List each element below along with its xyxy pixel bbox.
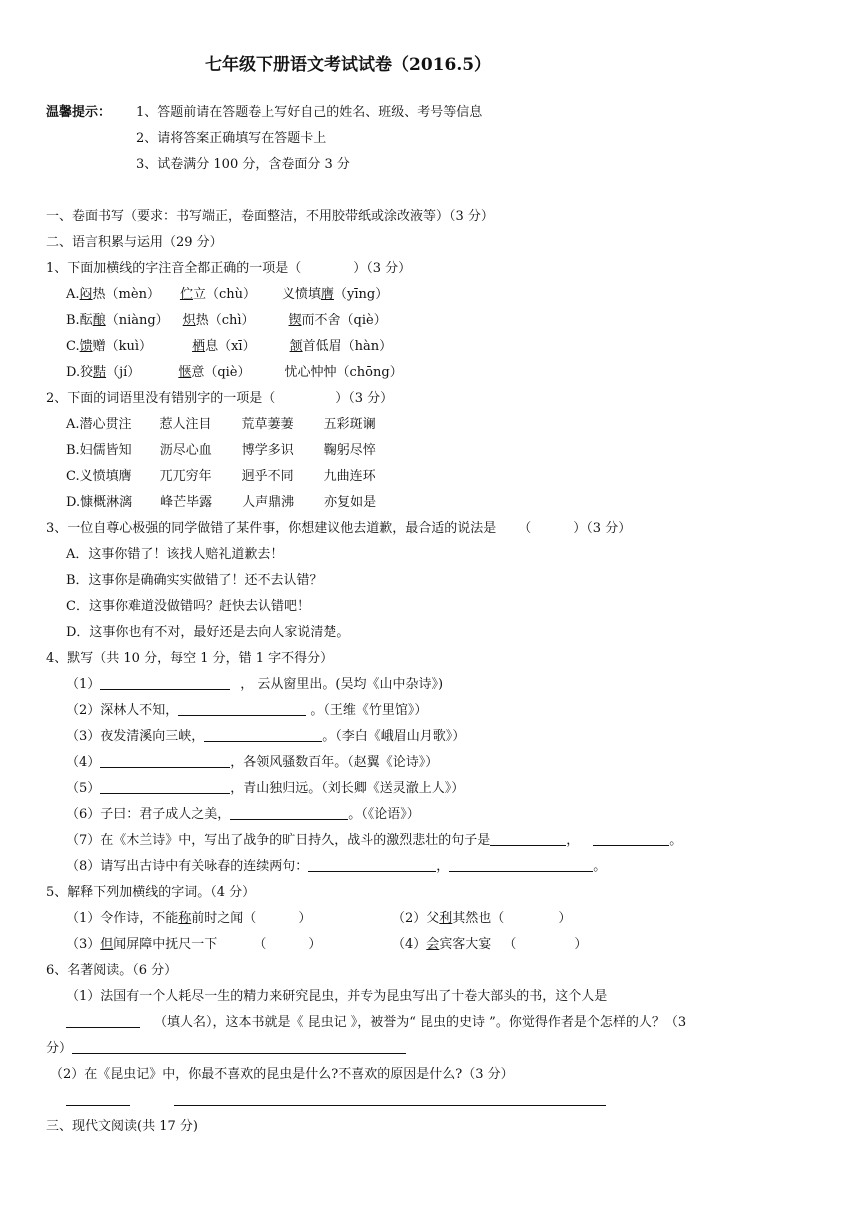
q4-line-3: （3）夜发清溪向三峡， 。（李白《峨眉山月歌》） (66, 729, 466, 744)
q5-item-1: （1）令作诗，不能称前时之闻（ ） (66, 911, 312, 926)
q4-line-5: （5） ，青山独归远。（刘长卿《送灵澈上人》） (66, 781, 465, 796)
q4-line-1: （1） ， 云从窗里出。(吴均《山中杂诗》) (66, 677, 444, 692)
tip-item-2: 2、请将答案正确填写在答题卡上 (136, 131, 327, 146)
answer-blank[interactable] (100, 780, 230, 794)
q5-stem: 5、解释下列加横线的字词。（4 分） (46, 885, 256, 900)
q1-option-a: A.闷热（mèn） 伫立（chù） 义愤填膺（yīng） (66, 287, 389, 302)
q4-line-7: （7）在《木兰诗》中，写出了战争的旷日持久，战斗的激烈悲壮的句子是 ， 。 (66, 833, 683, 848)
section-2-heading: 二、语言积累与运用（29 分） (46, 235, 223, 250)
q6-part-1: （1）法国有一个人耗尽一生的精力来研究昆虫，并专为昆虫写出了十卷大部头的书，这个人是 (66, 989, 608, 1004)
q2-option-a: A.潜心贯注 惹人注目 荒草萋萋 五彩斑谰 (66, 417, 376, 432)
answer-blank[interactable] (174, 1092, 606, 1106)
q3-option-b: B．这事你是确确实实做错了！还不去认错？ (66, 573, 323, 588)
q3-option-d: D．这事你也有不对，最好还是去向人家说清楚。 (66, 625, 350, 640)
answer-blank[interactable] (593, 832, 669, 846)
q6-stem: 6、名著阅读。（6 分） (46, 963, 178, 978)
tips-label: 温馨提示： (46, 105, 112, 120)
answer-blank[interactable] (72, 1040, 406, 1054)
tip-item-1: 1、答题前请在答题卷上写好自己的姓名、班级、考号等信息 (136, 105, 483, 120)
q6-part-2-answer (66, 1092, 606, 1110)
q6-part-2: （2）在《昆虫记》中，你最不喜欢的昆虫是什么?不喜欢的原因是什么?（3 分） (50, 1067, 514, 1082)
q4-line-8: （8）请写出古诗中有关咏春的连续两句： ， 。 (66, 859, 607, 874)
answer-blank[interactable] (230, 806, 348, 820)
section-1-heading: 一、卷面书写（要求：书写端正，卷面整洁，不用胶带纸或涂改液等）（3 分） (46, 209, 494, 224)
q4-line-2: （2）深林人不知， 。（王维《竹里馆》） (66, 703, 428, 718)
q5-item-4: （4）会宾客大宴 （ ） (392, 937, 588, 952)
answer-blank[interactable] (178, 702, 306, 716)
q3-stem: 3、一位自尊心极强的同学做错了某件事，你想建议他去道歉，最合适的说法是 （ ）（3 分） (46, 521, 632, 536)
answer-blank[interactable] (490, 832, 566, 846)
q5-item-3: （3）但闻屏障中抚尺一下 （ ） (66, 937, 322, 952)
answer-blank[interactable] (66, 1014, 140, 1028)
q3-option-a: A．这事你错了！该找人赔礼道歉去！ (66, 547, 284, 562)
answer-blank[interactable] (100, 754, 230, 768)
q2-option-c: C.义愤填膺 兀兀穷年 迥乎不同 九曲连环 (66, 469, 376, 484)
q6-part-1-cont: （填人名），这本书就是《 昆虫记 》，被誉为“ 昆虫的史诗 ”。你觉得作者是个怎样的人？（3 (66, 1014, 686, 1032)
q1-option-d: D.狡黠（jí） 惬意（qiè） 忧心忡忡（chōng） (66, 365, 403, 380)
q4-stem: 4、默写（共 10 分，每空 1 分，错 1 字不得分） (46, 651, 334, 666)
q5-item-2: （2）父利其然也（ ） (392, 911, 572, 926)
q4-line-6: （6）子曰：君子成人之美， 。（《论语》） (66, 807, 420, 822)
q1-option-b: B.酝酿（niàng） 炽热（chì） 锲而不舍（qiè） (66, 313, 387, 328)
answer-blank[interactable] (100, 676, 230, 690)
answer-blank[interactable] (449, 858, 593, 872)
section-3-heading: 三、现代文阅读(共 17 分) (46, 1119, 198, 1134)
q1-option-c: C.馈赠（kuì） 栖息（xī） 颔首低眉（hàn） (66, 339, 393, 354)
q4-line-4: （4） ，各领风骚数百年。（赵翼《论诗》） (66, 755, 439, 770)
q2-option-d: D.慷概淋漓 峰芒毕露 人声鼎沸 亦复如是 (66, 495, 377, 510)
q3-option-c: C．这事你难道没做错吗？赶快去认错吧！ (66, 599, 310, 614)
answer-blank[interactable] (204, 728, 322, 742)
tip-item-3: 3、试卷满分 100 分，含卷面分 3 分 (136, 157, 350, 172)
q1-stem: 1、下面加横线的字注音全都正确的一项是（ ）（3 分） (46, 261, 412, 276)
q6-part-1-end: 分） (46, 1040, 406, 1058)
q2-option-b: B.妇儒皆知 沥尽心血 博学多识 鞠躬尽悴 (66, 443, 376, 458)
q2-stem: 2、下面的词语里没有错别字的一项是（ ）（3 分） (46, 391, 394, 406)
answer-blank[interactable] (308, 858, 436, 872)
answer-blank[interactable] (66, 1092, 130, 1106)
page-title: 七年级下册语文考试试卷（2016.5） (205, 55, 492, 75)
